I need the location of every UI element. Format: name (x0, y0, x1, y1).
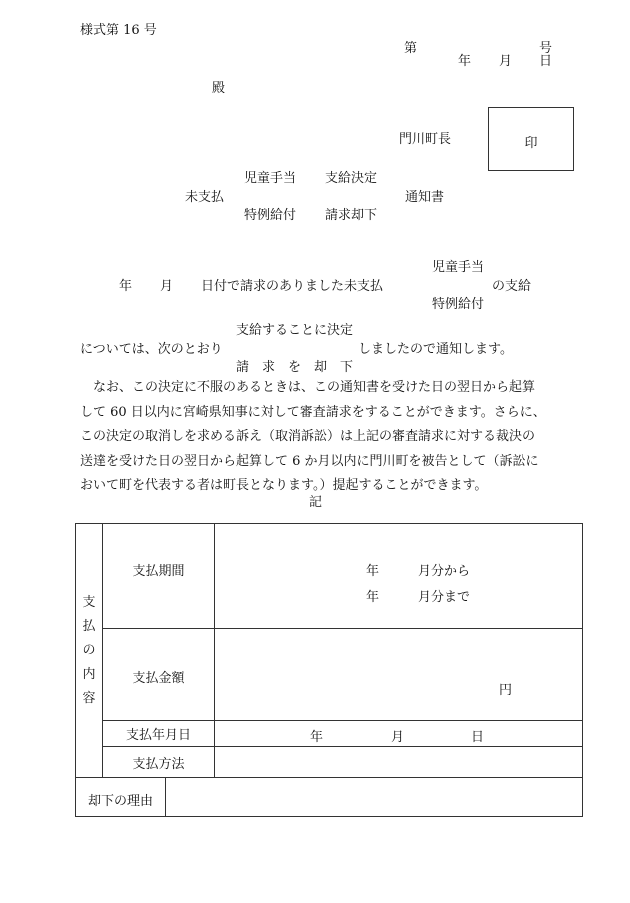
payment-date-month: 月 (391, 730, 405, 745)
intro-line2-start: については、次のとおり (80, 342, 223, 357)
date-year: 年 (458, 54, 472, 69)
payment-period-value[interactable] (215, 524, 583, 629)
period-to-month: 月分まで (418, 590, 471, 605)
title-prefix: 未支払 (185, 190, 225, 205)
side-char: 支 (82, 594, 96, 610)
form-number: 様式第 16 号 (80, 23, 157, 38)
doc-number-suffix: 号 (539, 41, 553, 56)
payment-date-day: 日 (471, 730, 485, 745)
payment-method-label: 支払方法 (103, 747, 215, 778)
payment-details-table (75, 523, 583, 817)
period-from-year: 年 (366, 564, 380, 579)
rejection-reason-row (76, 778, 583, 817)
seal-box (488, 107, 574, 171)
appeal-notice-paragraph (80, 376, 558, 499)
seal-label: 印 (524, 136, 538, 151)
payment-contents-label (76, 524, 103, 778)
title-decision-lower: 請求却下 (325, 208, 378, 223)
payment-method-value[interactable] (215, 747, 583, 778)
issuer-name: 門川町長 (399, 132, 452, 147)
rejection-reason-label: 却下の理由 (88, 794, 154, 809)
paragraph-line: して 60 日以内に宮崎県知事に対して審査請求をすることができます。さらに、 (80, 404, 546, 420)
payment-date-year: 年 (310, 730, 324, 745)
side-char: の (82, 642, 96, 658)
intro-line-end: の支給 (492, 279, 532, 294)
payment-amount-label: 支払金額 (103, 629, 215, 721)
ki-label: 記 (309, 495, 323, 510)
doc-number-prefix: 第 (404, 41, 418, 56)
side-char: 払 (82, 618, 96, 634)
paragraph-line: この決定の取消しを求める訴え（取消訴訟）は上記の審査請求に対する裁決の (80, 429, 536, 444)
date-day: 日 (539, 54, 553, 69)
title-kind-lower: 特例給付 (244, 208, 297, 223)
title-kind-upper: 児童手当 (244, 171, 297, 186)
period-from-month: 月分から (418, 564, 471, 579)
rejection-reason-value[interactable] (166, 778, 582, 816)
intro-line2-end: しましたので通知します。 (358, 342, 513, 357)
intro-decision-lower: 請 求 を 却 下 (236, 360, 354, 375)
date-month: 月 (499, 54, 513, 69)
payment-date-value[interactable] (215, 721, 583, 747)
payment-date-label: 支払年月日 (103, 721, 215, 747)
title-decision-upper: 支給決定 (325, 171, 378, 186)
intro-decision-upper: 支給することに決定 (236, 323, 354, 338)
paragraph-line: 送達を受けた日の翌日から起算して 6 か月以内に門川町を被告として（訴訟に (80, 453, 539, 469)
intro-year: 年 (119, 279, 133, 294)
intro-choice-upper: 児童手当 (432, 260, 485, 275)
payment-period-label: 支払期間 (103, 524, 215, 629)
paragraph-line: おいて町を代表する者は町長となります。）提起することができます。 (80, 478, 488, 493)
title-suffix: 通知書 (405, 190, 445, 205)
intro-choice-lower: 特例給付 (432, 297, 485, 312)
payment-amount-value[interactable] (215, 629, 583, 721)
amount-unit: 円 (499, 683, 513, 698)
intro-month: 月 (160, 279, 174, 294)
side-char: 内 (82, 666, 96, 682)
side-char: 容 (82, 690, 96, 706)
paragraph-line: なお、この決定に不服のあるときは、この通知書を受けた日の翌日から起算 (93, 380, 536, 395)
period-to-year: 年 (366, 590, 380, 605)
addressee-suffix: 殿 (212, 81, 226, 96)
intro-line-text: 日付で請求のありました未支払 (201, 279, 384, 294)
